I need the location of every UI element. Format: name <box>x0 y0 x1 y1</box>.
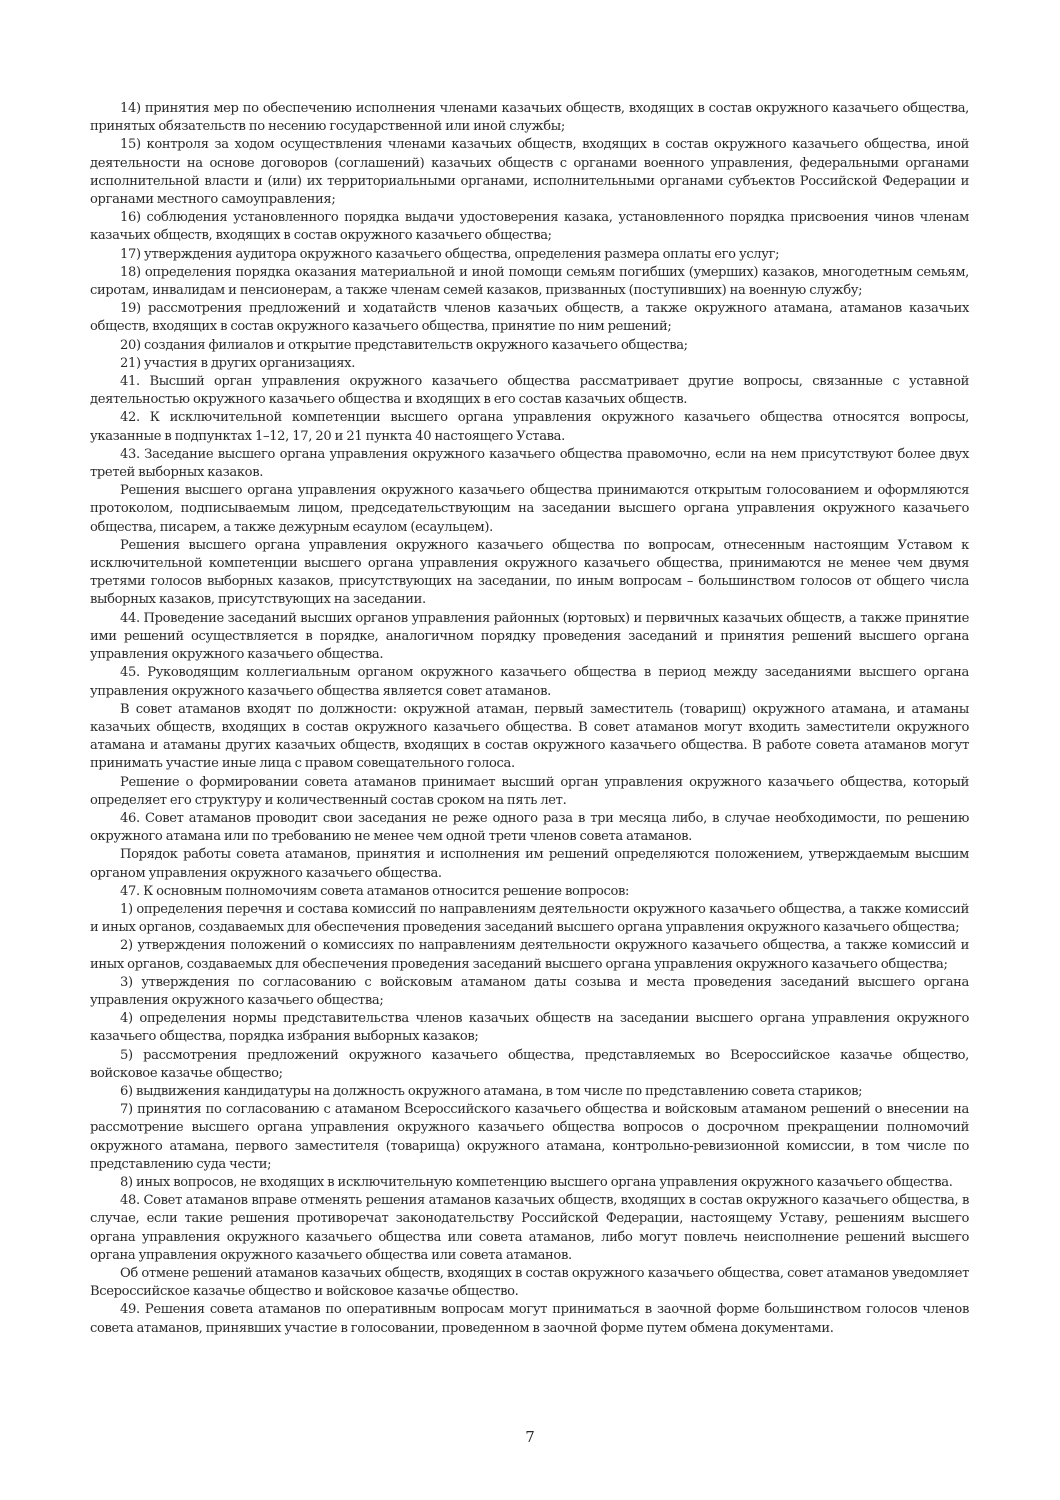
paragraph-47-sub-7: 7) принятия по согласованию с атаманом Всероссийского казачьего общества и войсковым атаманом решений о внесении на рассмотрение высшего органа управления окружного казачьего общества вопросов о досрочном прекращении полномочий окружного атамана, первого заместителя (товарища) окружного атамана, контрольно-ревизионной комиссии, в том числе по представлению суда чести; <box>90 1102 969 1172</box>
paragraph-43-voting: Решения высшего органа управления окружного казачьего общества по вопросам, отнесенным настоящим Уставом к исключительной компетенции высшего органа управления окружного казачьего общества, принимаются не менее чем двумя третями голосов выборных казаков, присутствующих на заседании, по иным вопросам – большинством голосов от общего числа выборных казаков, присутствующих на заседании. <box>90 537 969 608</box>
paragraph-48: 48. Совет атаманов вправе отменять решения атаманов казачьих обществ, входящих в состав окружного казачьего общества, в случае, если такие решения противоречат законодательству Российской Федерации, настоящему Уставу, решениям высшего органа управления окружного казачьего общества или совета атаманов, либо могут повлечь неисполнение решений высшего органа управления окружного казачьего общества или совета атаманов. <box>90 1193 969 1263</box>
paragraph-46: 46. Совет атаманов проводит свои заседания не реже одного раза в три месяца либо, в случае необходимости, по решению окружного атамана или по требованию не менее чем одной трети членов совета атаманов. <box>90 810 969 845</box>
paragraph-41: 41. Высший орган управления окружного казачьего общества рассматривает другие вопросы, связанные с уставной деятельностью окружного казачьего общества и входящих в его состав казачьих обществ. <box>90 374 969 408</box>
paragraph-42: 42. К исключительной компетенции высшего органа управления окружного казачьего общества относятся вопросы, указанные в подпунктах 1–12, 17, 20 и 21 пункта 40 настоящего Устава. <box>90 410 969 444</box>
paragraph-47-sub-1: 1) определения перечня и состава комиссий по направлениям деятельности окружного казачьего общества, а также комиссий и иных органов, создаваемых для обеспечения проведения заседаний высшего органа управления окружного казачьего общества; <box>90 901 969 936</box>
paragraph-sub-15: 15) контроля за ходом осуществления членами казачьих обществ, входящих в состав окружного казачьего общества, иной деятельности на основе договоров (соглашений) казачьих обществ с органами военного управления, федеральными органами исполнительной власти и (или) их территориальными органами, исполнительными органами субъектов Российской Федерации и органами местного самоуправления; <box>90 137 969 208</box>
paragraph-47-sub-8: 8) иных вопросов, не входящих в исключительную компетенцию высшего органа управления окружного казачьего общества. <box>120 1174 953 1190</box>
paragraph-sub-14: 14) принятия мер по обеспечению исполнения членами казачьих обществ, входящих в состав окружного казачьего общества, принятых обязательств по несению государственной или иной службы; <box>90 101 969 135</box>
paragraph-sub-16: 16) соблюдения установленного порядка выдачи удостоверения казака, установленного порядка присвоения чинов членам казачьих обществ, входящих в состав окружного казачьего общества; <box>90 210 969 244</box>
document-page <box>90 100 969 1338</box>
paragraph-sub-20: 20) создания филиалов и открытие представительств окружного казачьего общества; <box>120 337 688 353</box>
paragraph-44: 44. Проведение заседаний высших органов управления районных (юртовых) и первичных казачьих обществ, а также принятие ими решений осуществляется в порядке, аналогичном порядку проведения заседаний и принятия решений высшего органа управления окружного казачьего общества. <box>90 610 969 663</box>
paragraph-47-sub-6: 6) выдвижения кандидатуры на должность окружного атамана, в том числе по представлению совета стариков; <box>120 1083 863 1099</box>
page-number: 7 <box>525 1428 535 1446</box>
paragraph-sub-21: 21) участия в других организациях. <box>120 355 356 371</box>
paragraph-45: 45. Руководящим коллегиальным органом окружного казачьего общества в период между заседаниями высшего органа управления окружного казачьего общества является совет атаманов. <box>90 665 969 699</box>
paragraph-45-members: В совет атаманов входят по должности: окружной атаман, первый заместитель (товарищ) окружного атамана, и атаманы казачьих обществ, входящих в состав окружного казачьего общества. В совет атаманов могут входить заместители окружного атамана и атаманы других казачьих обществ, входящих в состав окружного казачьего общества. В работе совета атаманов могут принимать участие иные лица с правом совещательного голоса. <box>90 701 969 772</box>
paragraph-43-decisions: Решения высшего органа управления окружного казачьего общества принимаются открытым голосованием и оформляются протоколом, подписываемым лицом, председательствующим на заседании высшего органа управления окружного казачьего общества, писарем, а также дежурным есаулом (есаульцем). <box>90 483 969 535</box>
paragraph-sub-18: 18) определения порядка оказания материальной и иной помощи семьям погибших (умерших) казаков, многодетным семьям, сиротам, инвалидам и пенсионерам, а также членам семей казаков, призванных (поступивших) на военную службу; <box>90 264 969 299</box>
paragraph-49: 49. Решения совета атаманов по оперативным вопросам могут приниматься в заочной форме большинством голосов членов совета атаманов, принявших участие в голосовании, проведенном в заочной форме путем обмена документами. <box>90 1302 969 1336</box>
paragraph-sub-17: 17) утверждения аудитора окружного казачьего общества, определения размера оплаты его услуг; <box>120 246 780 262</box>
paragraph-47: 47. К основным полномочиям совета атаманов относится решение вопросов: <box>120 883 630 899</box>
paragraph-sub-19: 19) рассмотрения предложений и ходатайств членов казачьих обществ, а также окружного атамана, атаманов казачьих обществ, входящих в состав окружного казачьего общества, принятие по ним решений; <box>90 301 969 335</box>
paragraph-48-notice: Об отмене решений атаманов казачьих обществ, входящих в состав окружного казачьего общества, совет атаманов уведомляет Всероссийское казачье общество и войсковое казачье общество. <box>90 1266 969 1300</box>
paragraph-47-sub-5: 5) рассмотрения предложений окружного казачьего общества, представляемых во Всероссийское казачье общество, войсковое казачье общество; <box>90 1047 969 1081</box>
paragraph-47-sub-2: 2) утверждения положений о комиссиях по направлениям деятельности окружного казачьего общества, а также комиссий и иных органов, создаваемых для обеспечения проведения заседаний высшего органа управления окружного казачьего общества; <box>90 938 969 972</box>
paragraph-45-formation: Решение о формировании совета атаманов принимает высший орган управления окружного казачьего общества, который определяет его структуру и количественный состав сроком на пять лет. <box>90 774 969 808</box>
paragraph-47-sub-4: 4) определения нормы представительства членов казачьих обществ на заседании высшего органа управления окружного казачьего общества, порядка избрания выборных казаков; <box>90 1011 969 1045</box>
paragraph-43: 43. Заседание высшего органа управления окружного казачьего общества правомочно, если на нем присутствуют более двух третей выборных казаков. <box>90 446 969 481</box>
paragraph-46-procedure: Порядок работы совета атаманов, принятия и исполнения им решений определяются положением, утверждаемым высшим органом управления окружного казачьего общества. <box>90 847 969 881</box>
paragraph-47-sub-3: 3) утверждения по согласованию с войсковым атаманом даты созыва и места проведения заседаний высшего органа управления окружного казачьего общества; <box>90 974 969 1008</box>
